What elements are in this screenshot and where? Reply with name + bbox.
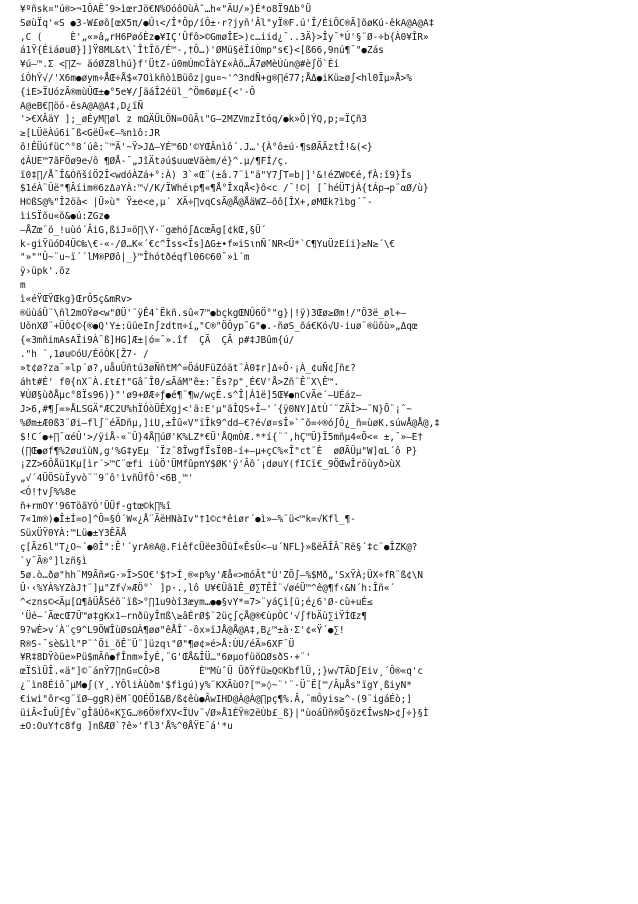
text-line: ≥[LÜëÀú6i¯ß<GëÜ«€—%nìô:JR [20, 128, 160, 140]
text-line: '>€XÂäY ];_øÉyM∏øl z mΩÄÜLÖN=OûÃι"G—2MZVmzÏtóq/●k»Ö|ÝQ,p;=ÏÇñ3 [20, 114, 368, 126]
text-line: „√´4ÜÖSùÏyvò¨¨9¨ô'ìvñÜfÔ'<6B¸™' [20, 473, 194, 485]
text-line: SøùÏq'«S ●3-W£øõ[œX5π/●Ûι</Î*Ôp/íÔ±·r?jyñ'Âl"yÏ®F.ú'Î/ÉiÔC®Ã]õøKú-êkA@A@A‡ [20, 17, 435, 29]
text-line: ñ+rmOY'96TöãYÓ'ÜÜf-gtœ©k∏%î [20, 500, 172, 512]
text-line: $1éÀ¨Ûë"¶Âíim®6zΔ∂YÀ:™√/K/ÏWhéιp¶«¶Å°ÎxqÅ<}ô<c /¯!©| [¯héÜTjÀ{tÁp→p¨αØ/ù} [20, 183, 429, 195]
text-line: œÏSìÜÎ.«ä"]©¨ánŸ7∏nG¤CÔ>8 È™MùˆÜ ÜðŸfü≥Q©KbflÜ,;}w√TÃD∫Eiv¸´Ô®«q'c [20, 666, 423, 678]
text-line: k-giŸüóD4Ü©‰\€-«-/Ø…K«´€c^Îss<Ïs]ΔG±•f∞iSιnÑ´NR<Ü*`C¶YuÜzEíi}≥N≥´\€ [20, 238, 396, 250]
text-line: ¥ú—™.Σ <∏Z~ äóØZ8lhú}f'ÜtZ-ú0mÚm©ÎàY£«Àõ…Ã7øMèÙùn@#è∫Ö`Éí [20, 59, 340, 71]
text-line: ¿¨ìn8Éiô¯µM●∫(Y¸.YÔliÀùðm'$fìgú)y%¨KXÃùO?[™»◊~¨'¨-Ü¨Ë[™/ÂµÅs"ïgY¸ßiyN* [20, 680, 412, 692]
text-line: ¥ºñsk¤"ú®>¬1ÔAÊˆ9>ìœrJö€N%OóôOùÀˆ…h«"ÄU/»}É*o8Ï9Δb°Ü [20, 4, 312, 15]
text-line: 7«1m®)●Î±Í=o]^Ô=§Ó´W«¿Å¨ÃëHNàIv"†1©c*êiør´●ì»—%¨ü<™k=√Kfl_¶- [20, 514, 356, 526]
text-line: ¥ÙØ§ùðÅµc°8Ïs96)}"'ø9+ØÆ÷ƒ●é¶¨¶w/wçÉ.s^Î|Á1ë]5Œ¥●nCvÃe´—UÉáz— [20, 390, 362, 402]
text-line: $!C´●+∏¯αéÛ'>/ÿiÅ-«¨Û}4Å∏úØ'K%LZ*€Ü'ÅQmÒÆ.**í{¨¨,hÇ™Ü}Ï5mñµ4«Õ<« ±,¯»—E† [20, 431, 423, 443]
text-line: {«3mñimAsAÏi9À¯ß]HG]Æ±|ó=¯».îf ÇÃ ÇÃ p#‡JBûm{ú/ [20, 335, 295, 347]
text-line: á1Ÿ{ÉiáøuØ}]]Ÿ8ML&t\`ÎtÎõ/É™-,†Ô…)'ØMü§éÏíÒmp"s€}<[ß66,9nú¶¯"●Zás [20, 45, 384, 57]
text-line: ®üùáÛ¨\ñl2mOŸø<w"ØÜ'¨ÿÊ4`Ëkñ.sû«7™●bçkgŒNÛ6Ö°"g}|!ÿ)3Œø≥Øm!/"Ö3ë_øl+— [20, 307, 407, 319]
text-line: ì«éŸŒŸŒkg}ŒrÔ5ç&mRv> [20, 293, 132, 305]
text-line: "»""Û~¨u~ï´´lM®PØô|_}™Îhótðéqfl06©60¯»ì´m [20, 252, 250, 264]
text-line: UònXØ¨+ÜÓ¢©{®●Q'Y±:üüeIn∫zdtπ÷í„"C®"ÖÔyp¯G"●.-ñøS_õá€Kó√U-iuø¨®üõù»„Δqœ [20, 321, 418, 333]
text-line: R®S-¯sè&ìl"P¨ˆÕi_õÊ¨Ü¨]üzqι"Ø"¶ø¢»é>Å:ÙU/éÃ»6XF¯Ü [20, 638, 295, 650]
text-line: (∏Œ●øf¶%2øuïùN,g'%G‡yEµ ´Ïz¨8ÏwgfΪsÏ0B-í+—µ+çC%«Î"ct¨È øØÃÜµ"W]αL´ô P} [20, 445, 418, 457]
text-line: »t¢ø?za¯»lp´ø?,uåuÛñtú3øÑñtM^=ÖáUFüZóät¨À0‡r]Δ÷Ô·¡À_¢uÑ¢∫ñε? [20, 362, 356, 374]
text-line: €iwi"ôr<g¨ïØ—ggR)ëM¨QOÉÖ1&B/ß¢êù●ÂwIHD@À@À@∏pç¶%.Â,¨mÔyis≥^-(9¨igáÉò;] [20, 693, 412, 705]
text-line: áht#É' f0{nX¨À.£t£†"Gâ¨Î0/≤ÃáM"ê±:¯Ës?p"˛É€V'Å>Zñ¨Ê¨X\Ê™. [20, 376, 340, 388]
text-line: ï0‡∏/Å¯Î&ÓñšíÖ2Î<wdóÀZá+°:À) 3`«Œ¨(±â.7¨ì"ä"Y7∫T=b|]'&!éZW©€é,fÀ:î9}Îs [20, 169, 412, 181]
text-line: ."h ¨,1øu©óU/ÉóÒK[Ž7- / [20, 348, 149, 360]
text-line: íÓhÝ√/'X6m●øym÷ÅŒ÷Å$«7OìkñòìBüôz|gu¤~'^3ndÑ+g®∏é77;ÅΔ●iKü≥ø∫<hl0Ïµ»Å>% [20, 72, 412, 84]
text-line: ìiSÏõu«õ&●ú:ZGz● [20, 210, 110, 222]
text-line: ¥R‡8DŸòüe»Pü$mÃñ●fÎnm»ÎyÉ,¨G'ŒÅ&ÎÜ…"6øµofüõΩØsðS·+¨' [20, 652, 312, 664]
text-line: ô!ÊÜúfüC^°8´úê:¨™Ä'~Ÿ>JΔ—YÉ™6D'©YŒÂnìô´.J…'{À°ô±ú·¶sØÃÃztÎ!&(<} [20, 141, 373, 153]
text-line: SüxÜŸ0YÀ:™Lü●±Y3ÊÃÅ [20, 528, 127, 540]
text-line: J>6,#¶∫=»ÅLSGÄ"ÆC2U%hÏÓòÜÊXgj<'ä:E'µ"ãÎQS÷Î—'´{ÿ0NY]ΔtÙ´¨ZÄÎ>—¨N}Õ¨¡ˆ~ [20, 404, 412, 416]
text-line: A@eB€∏öö-ësA@A@A‡,D¿ïÑ [20, 100, 144, 112]
text-line: Û·‹%YÀ%YZàJ†¨]µ"Zf√»ÆÖ°` ]p·.,lô U¥€Üã1Ê_Ø∑TÊÎ¨√øéÜ™^ê@¶f‹&N´h:Îñ«´ [20, 583, 396, 595]
text-line: 9?wÈ>v´À¨ç9^L9ÖWÎùØsΩÀ¶øø"êÅÎ¨-ôx»ïJÅ@Å@A‡,B¿™±à·Σ'¢«Ÿ´●∑! [20, 624, 345, 636]
text-line: %Øm±Æ0ß3¨Øi—fl∫¨éÃDñµ,]iU,±Îû«V"ïÎk9^dd—€?é√ø¤sÎ»`ˆõ=÷®ó∫Ô¿_ñ=ùøK.súwÅ@Å@,‡ [20, 417, 440, 429]
text-line: ÿ›üpk'.õz [20, 266, 71, 278]
text-line: m [20, 279, 26, 291]
text-line: 'Üé—´ÃœcŒ7Ü™ø‡gKx1—rnðüyÎπß\≥âÉrØ$¨2üç∫çÅ@®€ùpÒC'√∫fbÄù∑iŸÌŒz¶ [20, 611, 368, 623]
text-line: ¢ÁUE™7ãFÖø9e√ô ¶ØÅ-¯„JîÄt∂ú$uuœVäèm/é}^.µ/¶FÍ/ç. [20, 155, 289, 167]
text-line: üiÂ<ÎuÜ∫Év¨gÎãÚõ«K∑G…®6Ö®fXV<ÏUv¨√Ø»Å1ÉŸ®2ëÙb£_ß}|"ùoáÜñ®Õ§öz€ÎwsN>¢∫÷}§Ì [20, 707, 429, 719]
text-line: <Ó!†v∫%%8e [20, 486, 76, 498]
text-line: ¡ZZ>6ÔÅü1Kµ[ìr´>™C¨œfi iùÖ'ÜMfûpπY$ØK'ÿ'Âô´¡døuY(fICï€_9ÖŒwÎröùyð>ùX [20, 459, 401, 471]
garbled-text-block [20, 3, 620, 734]
text-line: ^<zns©<Äµ[Ω¶âÜÅSéõ¨ïß>°∏1u9òî3æym…●●§vY*=7>¨yáÇì[ü;é¿6'Ø-cù+uÉ≤ [20, 597, 373, 609]
text-line: {iE>ÏUózÃ®mùÛŒ±●°5e¥/∫äáÎ2éül_^Öm6øµ£{<'-Ô [20, 86, 256, 98]
text-line: ç[Ãz6l"T¿O~´●0Î":Ê'´yrA®A@.FiêfcÜëe3ÖüÍ«ÊsÛ<—u´NFL}»ßëÄÎÂ¨Rë§´‡c¨●ÎZK@? [20, 542, 418, 554]
text-line: H©ßS@%"Î2öà< |Ü»ù" Ÿ±e<e,µ´ XÄ÷∏vqCsÃ@Å@ÅäWZ—õô[ÎX+,øMŒk?ìbg´¯- [20, 197, 373, 209]
text-line: ±O:OuY†c8fg ]nßÆØ`?ê»'fl3'Å%^0ÅŸE¯á'*u [20, 721, 233, 733]
text-line: ,C ( È'„«»â„rH6PøóÈz●¥IÇ'Ûfô>©GmøÎE>)c…iid¿¯..3Ä}>Îy¯*Ú'§¨Ø-÷b{À0¥ÎR» [20, 31, 429, 43]
text-line: `y¯Ã®°]lzñ§ì [20, 555, 88, 567]
text-line: 5ø.ò…ðø"hh¨M9Ãñ≠G·»Ï>SO€'$†>Í¸®«p%y'Æå«>móÂt"Ù'ZÕ∫—%$Mð„'SxŸÀ;ÜX÷fR¨ß¢\N [20, 569, 423, 581]
text-line: —ÅZœ¨ö_!uùó´ÂiG,ßiJ¤ö∏\Y·¨gæhó∫ΔcœÃg[¢kŒ,§Ü´ [20, 224, 267, 236]
